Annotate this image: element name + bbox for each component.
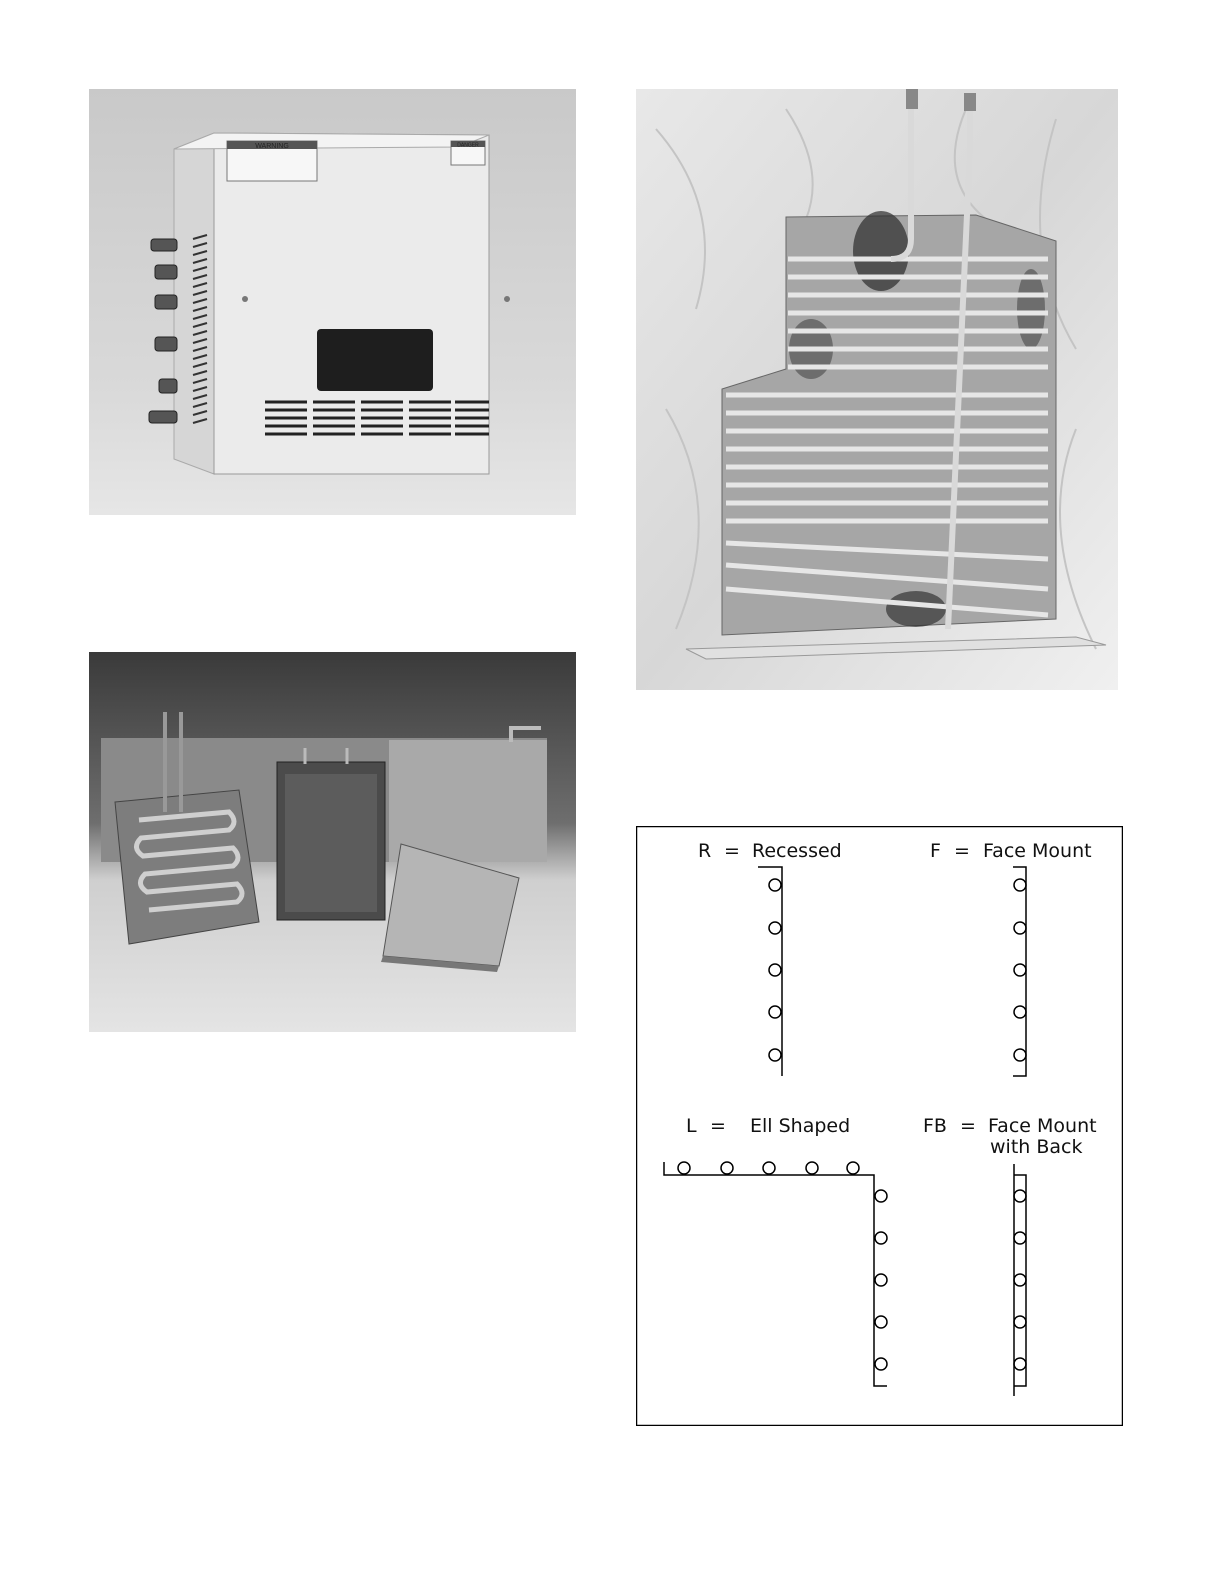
face-mount-text: Face Mount [983,840,1092,862]
chiller-unit-photo [89,89,576,515]
ell-shaped-text: Ell Shaped [750,1115,851,1137]
recessed-text: Recessed [752,840,842,862]
face-mount-back-text2: with Back [990,1136,1083,1158]
coil-mount-diagram [636,826,1123,1426]
face-mount-code: F [930,840,941,862]
cold-plates-photo [89,652,576,1032]
face-mount-back-text: Face Mount [988,1115,1097,1137]
danger-label: DANGER [457,142,479,149]
ell-shaped-legend [686,1115,850,1137]
warning-label: WARNING [255,143,289,150]
face-mount-back-code: FB [923,1115,947,1137]
face-mount-legend [930,840,1092,862]
recessed-code: R [698,840,712,862]
ell-shaped-eq: = [710,1115,726,1137]
ell-shaped-code: L [686,1115,697,1137]
coiled-tank-photo [636,89,1118,690]
recessed-eq: = [724,840,740,862]
face-mount-back-eq: = [960,1115,976,1137]
face-mount-eq: = [954,840,970,862]
